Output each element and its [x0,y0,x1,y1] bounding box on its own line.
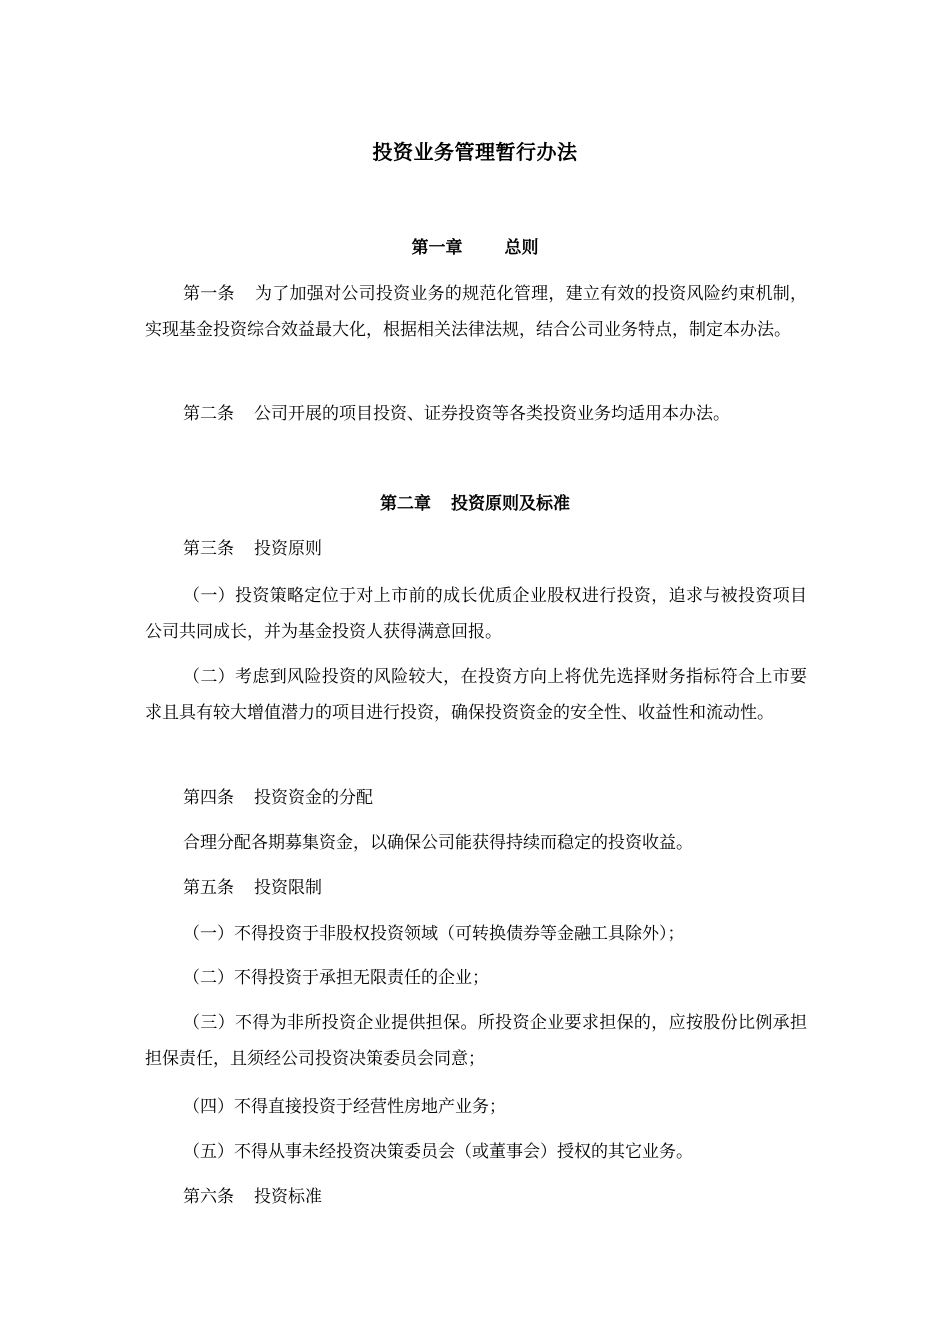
article-3 [145,531,807,567]
article-label: 第二条 [183,404,234,424]
chapter-heading-2 [0,492,950,516]
article-text: 投资资金的分配 [254,788,373,808]
article-4-body: 合理分配各期募集资金，以确保公司能获得持续而稳定的投资收益。 [183,833,693,853]
article-text: 投资限制 [254,878,322,898]
chapter-number: 第二章 [380,494,431,514]
article-label: 第四条 [183,788,234,808]
article-5-item-4: （四）不得直接投资于经营性房地产业务； [183,1097,506,1117]
article-6 [145,1179,807,1215]
chapter-heading-1 [0,236,950,260]
article-label: 第五条 [183,878,234,898]
article-text: 投资原则 [254,539,322,559]
article-4 [145,780,807,816]
article-5-item-2: （二）不得投资于承担无限责任的企业； [183,968,489,988]
article-5-item-5: （五）不得从事未经投资决策委员会（或董事会）授权的其它业务。 [183,1142,693,1162]
article-label: 第三条 [183,539,234,559]
article-1 [145,276,807,348]
article-5-item-3: （三）不得为非所投资企业提供担保。所投资企业要求担保的，应按股份比例承担担保责任，且须经公司投资决策委员会同意； [145,1013,807,1069]
article-3-item-1: （一）投资策略定位于对上市前的成长优质企业股权进行投资，追求与被投资项目公司共同成长，并为基金投资人获得满意回报。 [145,586,807,642]
chapter-number: 第一章 [411,238,463,258]
document-title: 投资业务管理暂行办法 [372,140,578,164]
article-label: 第一条 [183,284,235,304]
article-3-item-2: （二）考虑到风险投资的风险较大，在投资方向上将优先选择财务指标符合上市要求且具有较大增值潜力的项目进行投资，确保投资资金的安全性、收益性和流动性。 [145,667,807,723]
article-text: 投资标准 [254,1187,322,1207]
article-text: 公司开展的项目投资、证券投资等各类投资业务均适用本办法。 [254,404,730,424]
article-5-item-1: （一）不得投资于非股权投资领域（可转换债券等金融工具除外）； [183,924,685,944]
article-label: 第六条 [183,1187,234,1207]
chapter-name: 投资原则及标准 [451,494,570,514]
article-5 [145,870,807,906]
article-2 [145,396,807,432]
article-text: 为了加强对公司投资业务的规范化管理，建立有效的投资风险约束机制，实现基金投资综合效益最大化，根据相关法律法规，结合公司业务特点，制定本办法。 [145,284,808,340]
chapter-name: 总则 [504,238,539,258]
